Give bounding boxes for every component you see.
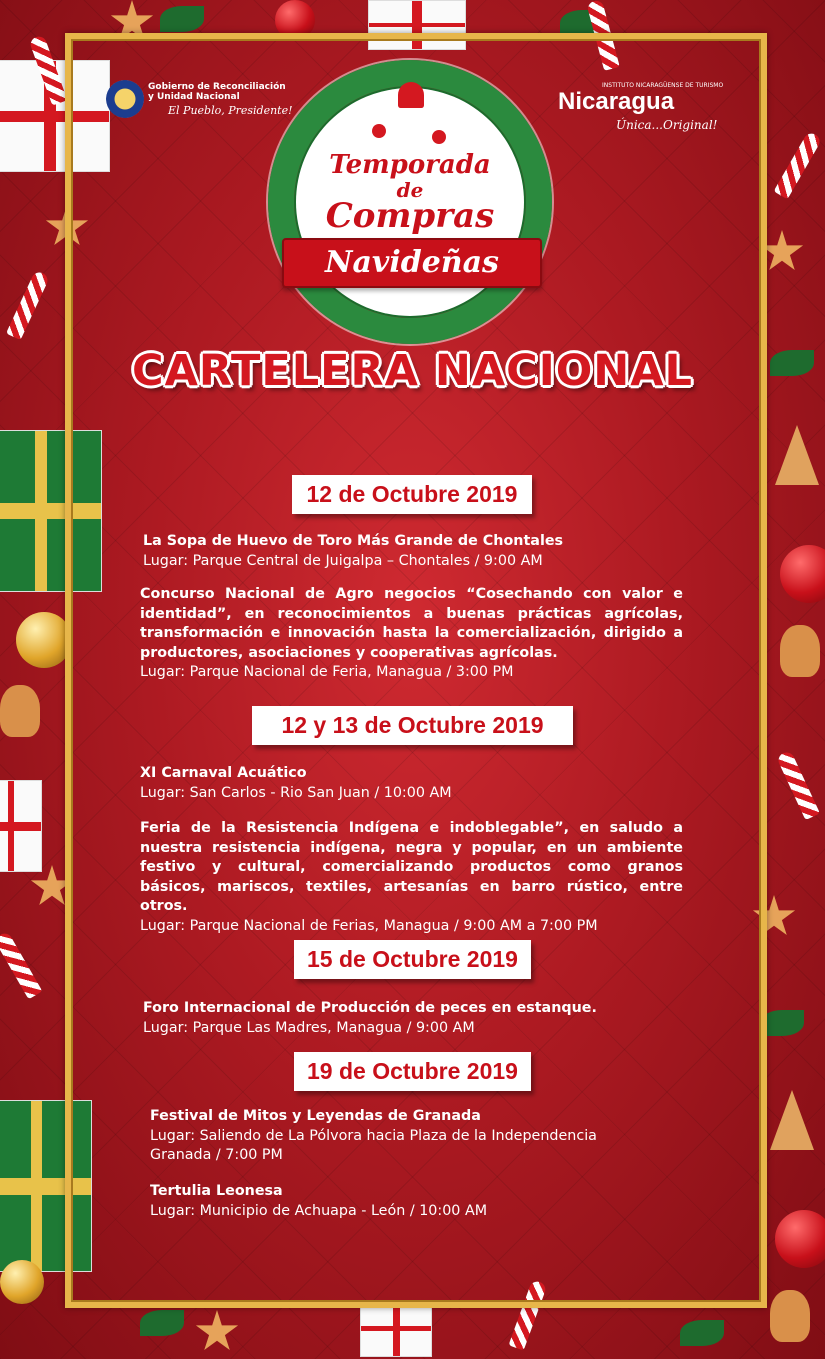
government-logo (106, 78, 296, 126)
gov-logo-slogan: El Pueblo, Presidente! (168, 104, 293, 117)
tourism-institute-name: INSTITUTO NICARAGÜENSE DE TURISMO (602, 82, 724, 89)
event-item (150, 1107, 640, 1166)
gift-box-icon (360, 1300, 432, 1357)
gov-logo-line2: y Unidad Nacional (148, 92, 240, 102)
event-title: Concurso Nacional de Agro negocios “Cosechando con valor e identidad”, en reconocimientos a buenas prácticas agrícolas, transformación e innovación hasta la comercialización, dirigido a productores, asociaciones y cooperativas agrícolas. (140, 586, 683, 661)
event-item (143, 532, 643, 571)
date-heading: 15 de Octubre 2019 (294, 940, 531, 979)
event-location: Lugar: Parque Nacional de Feria, Managua / 3:00 PM (140, 664, 514, 680)
ornament-ball-icon (775, 1210, 825, 1268)
page-title: CARTELERA NACIONAL (132, 346, 693, 396)
ornament-ball-icon (432, 130, 446, 144)
holly-leaf-icon (140, 1310, 184, 1336)
ornament-ball-icon (372, 124, 386, 138)
event-title: Feria de la Resistencia Indígena e indoblegable”, en saludo a nuestra resistencia indígena, negra y popular, en un ambiente festivo y cultural, comercializando productos como granos básicos, mariscos, textiles, artesanías en barro rústico, entre otros. (140, 820, 683, 914)
tree-cookie-icon (770, 1090, 814, 1150)
event-location: Lugar: San Carlos - Rio San Juan / 10:00 AM (140, 784, 452, 801)
ornament-ball-icon (0, 1260, 44, 1304)
tourism-logo-name: Nicaragua (558, 88, 675, 115)
date-heading: 12 y 13 de Octubre 2019 (252, 706, 573, 745)
campaign-title-line1: Temporada (329, 150, 491, 180)
event-location: Lugar: Parque Nacional de Ferias, Managua / 9:00 AM a 7:00 PM (140, 917, 598, 934)
campaign-banner-text: Navideñas (325, 245, 499, 280)
candy-cane-icon (774, 131, 823, 200)
gingerbread-man-icon (780, 625, 820, 677)
tree-cookie-icon (775, 425, 819, 485)
candy-cane-icon (6, 270, 50, 340)
event-title: XI Carnaval Acuático (140, 765, 307, 781)
event-title: Festival de Mitos y Leyendas de Granada (150, 1108, 481, 1124)
gingerbread-man-icon (770, 1290, 810, 1342)
tourism-logo-tagline: Única...Original! (616, 118, 718, 132)
holly-leaf-icon (680, 1320, 724, 1346)
event-location: Lugar: Saliendo de La Pólvora hacia Plaza de la Independencia Granada / 7:00 PM (150, 1127, 597, 1163)
gingerbread-man-icon (0, 685, 40, 737)
campaign-banner (282, 238, 542, 288)
ornament-ball-icon (780, 545, 825, 603)
event-location: Lugar: Parque Las Madres, Managua / 9:00 AM (143, 1019, 475, 1036)
holly-leaf-icon (160, 6, 204, 32)
ornament-ball-icon (16, 612, 72, 668)
event-item (140, 585, 683, 683)
date-heading: 12 de Octubre 2019 (292, 475, 532, 514)
campaign-title-line3: Compras (325, 196, 495, 236)
event-item (143, 999, 663, 1038)
event-item (140, 819, 683, 936)
date-heading: 19 de Octubre 2019 (294, 1052, 531, 1091)
gov-logo-line1: Gobierno de Reconciliación (148, 82, 286, 92)
gift-box-icon (0, 780, 42, 872)
event-title: Tertulia Leonesa (150, 1183, 283, 1199)
bell-icon (398, 82, 424, 108)
tourism-logo (556, 82, 736, 142)
event-location: Lugar: Municipio de Achuapa - León / 10:00 AM (150, 1202, 488, 1219)
candy-cane-icon (776, 750, 820, 820)
star-cookie-icon (195, 1310, 239, 1354)
candy-cane-icon (0, 931, 42, 1000)
event-title: La Sopa de Huevo de Toro Más Grande de Chontales (143, 533, 564, 549)
event-item (140, 764, 683, 803)
national-emblem-icon (106, 80, 144, 118)
campaign-title-line2: de (396, 178, 424, 202)
event-item (150, 1182, 640, 1221)
event-location: Lugar: Parque Central de Juigalpa – Chontales / 9:00 AM (143, 552, 543, 569)
event-title: Foro Internacional de Producción de peces en estanque. (143, 1000, 597, 1016)
